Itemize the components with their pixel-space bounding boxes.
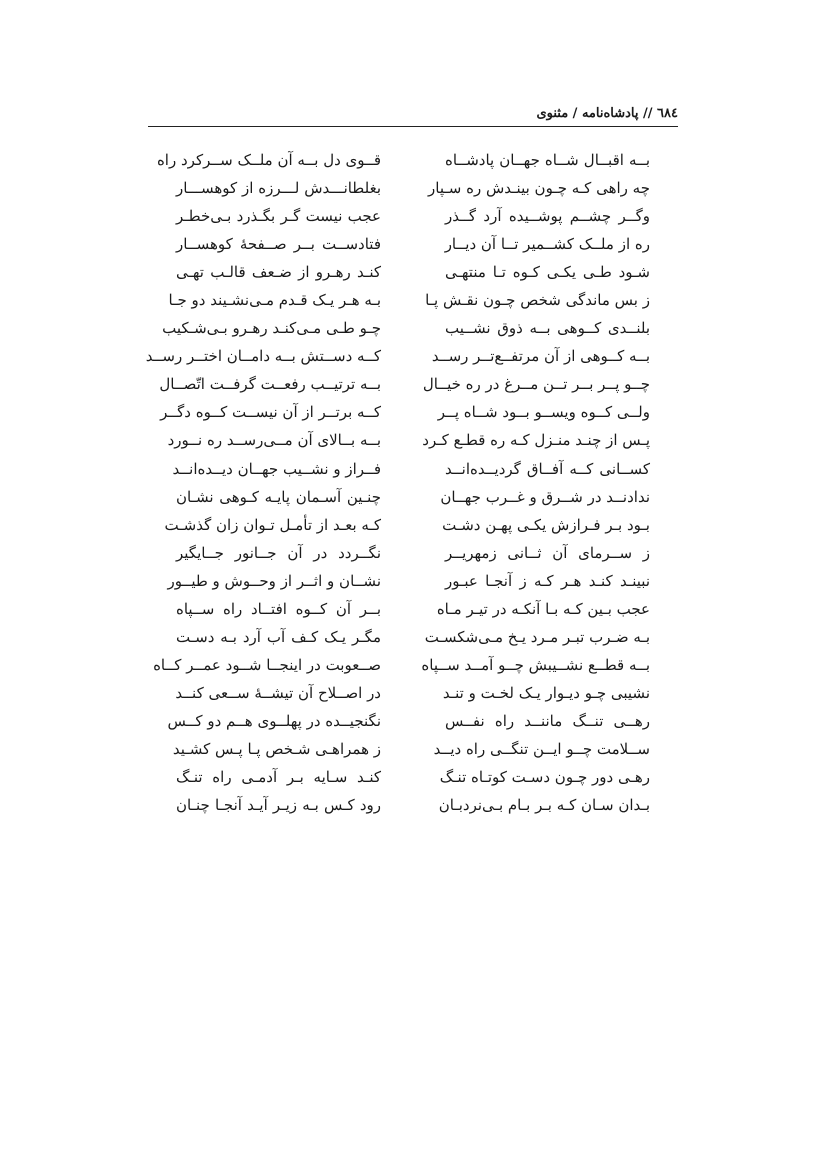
hemistich-right: شـود طـی یکـی کـوه تـا منتهـی (445, 263, 650, 282)
hemistich-left: صــعوبت در اینجــا شــود عمــر کــاه (153, 655, 381, 674)
couplet (148, 707, 678, 735)
hemistich-right: وگــر چشــم پوشــیده آرد گــذر (445, 207, 650, 226)
hemistich-right: عجب بـین کـه بـا آنکـه در تیـر مـاه (436, 599, 650, 618)
hemistich-left: بــر آن کــوه افتــاد راه ســپاه (176, 599, 381, 618)
couplet (148, 174, 678, 202)
hemistich-right: ندادنــد در شــرق و غــرب جهــان (440, 487, 650, 506)
couplet (148, 370, 678, 398)
hemistich-left: چـو طـی مـی‌کنـد رهـرو بـی‌شـکیب (162, 319, 381, 338)
couplet (148, 511, 678, 539)
hemistich-left: فتادســت بــر صــفحهٔ کوهســار (176, 235, 381, 254)
hemistich-right: چــو پــر بــر تــن مــرغ در ره خیــال (422, 375, 650, 394)
couplet (148, 483, 678, 511)
hemistich-right: ز ســرمای آن ثــانی زمهریــر (445, 543, 650, 562)
couplet (148, 398, 678, 426)
couplet (145, 342, 678, 370)
hemistich-right: کســانی کــه آفــاق گردیــده‌انــد (445, 459, 650, 478)
couplet (148, 567, 678, 595)
hemistich-left: بغلطانـــدش لـــرزه از کوهســـار (176, 179, 381, 198)
hemistich-right: نبینـد کنـد هـر کـه ز آنجـا عبـور (445, 571, 650, 590)
couplet (148, 651, 678, 679)
couplet (148, 202, 678, 230)
couplet (148, 735, 678, 763)
couplet (148, 230, 678, 258)
hemistich-left: مگـر یـک کـف آب آرد بـه دسـت (176, 627, 381, 646)
couplet (148, 146, 678, 174)
hemistich-left: کــه برتــر از آن نیســت کــوه دگــر (160, 403, 381, 422)
hemistich-right: بـدان سـان کـه بـر بـام بـی‌نردبـان (438, 796, 650, 815)
hemistich-left: کنـد رهـرو از ضـعف قالـب تهـی (176, 263, 381, 282)
hemistich-left: نشــان و اثــر از وحــوش و طیــور (167, 571, 381, 590)
hemistich-left: قــوی دل بــه آن ملــک ســرکرد راه (156, 151, 381, 170)
hemistich-left: بــه ترتیــب رفعــت گرفــت اتّصــال (159, 375, 381, 394)
hemistich-right: ره از ملــک کشــمیر تــا آن دیــار (444, 235, 650, 254)
hemistich-left: نگنجیــده در پهلــوی هــم دو کــس (167, 711, 381, 730)
hemistich-left: کــه دســتش بــه دامــان اختــر رســد (145, 347, 381, 366)
hemistich-right: بــه قطــع نشــیبش چــو آمــد ســپاه (421, 655, 650, 674)
couplet (148, 286, 678, 314)
hemistich-right: چه راهی کـه چـون بینـدش ره سـپار (428, 179, 650, 198)
couplet (148, 455, 678, 483)
hemistich-left: نگــردد در آن جــانور جــایگیر (176, 543, 381, 562)
couplet (148, 679, 678, 707)
couplet (148, 791, 678, 819)
hemistich-right: رهــی تنــگ ماننــد راه نفــس (445, 711, 650, 730)
couplet (148, 763, 678, 791)
hemistich-left: کنـد سـایه بـر آدمـی راه تنـگ (176, 768, 381, 787)
couplet (148, 314, 678, 342)
hemistich-right: بلنــدی کــوهی بــه ذوق نشــیب (445, 319, 650, 338)
hemistich-right: رهـی دور چـون دسـت کوتـاه تنـگ (439, 768, 650, 787)
hemistich-right: ســلامت چــو ایــن تنگــی راه دیــد (433, 740, 650, 758)
page-header (148, 100, 678, 127)
hemistich-right: نشیبی چـو دیـوار یـک لخـت و تنـد (442, 683, 650, 702)
poem-body (145, 146, 678, 819)
running-head: ٦٨٤ // پادشاه‌نامه / مثنوی (536, 106, 678, 121)
hemistich-left: رود کـس بـه زیـر آیـد آنجـا چنـان (176, 796, 381, 815)
hemistich-right: بـه ضـرب تبـر مـرد یـخ مـی‌شکسـت (424, 627, 650, 646)
hemistich-left: عجب نیست گـر بگـذرد بـی‌خطـر (176, 207, 381, 226)
hemistich-right: بــه کــوهی از آن مرتفــع‌تــر رســد (431, 347, 650, 366)
couplet (148, 595, 678, 623)
couplet (148, 426, 678, 454)
hemistich-left: کـه بعـد از تأمـل تـوان زان گذشـت (164, 515, 381, 534)
hemistich-left: بــه بــالای آن مــی‌رســد ره نــورد (167, 431, 381, 450)
hemistich-left: فــراز و نشــیب جهــان دیــده‌انــد (172, 459, 381, 478)
hemistich-left: در اصــلاح آن تیشــهٔ ســعی کنــد (175, 683, 381, 702)
hemistich-left: ز همراهـی شـخص پـا پـس کشـید (172, 740, 381, 758)
hemistich-right: بـود بـر فـرازش یکـی پهـن دشـت (442, 515, 650, 534)
couplet (148, 623, 678, 651)
hemistich-left: چنـین آسـمان پایـه کـوهی نشـان (176, 487, 381, 506)
hemistich-right: ولــی کــوه ویســو بــود شــاه پــر (437, 403, 650, 422)
couplet (148, 258, 678, 286)
hemistich-left: بـه هـر یـک قـدم مـی‌نشـیند دو جـا (168, 291, 381, 310)
hemistich-right: پـس از چنـد منـزل کـه ره قطـع کـرد (422, 431, 650, 450)
hemistich-right: ز بس ماندگی شخص چـون نقـش پـا (425, 291, 650, 310)
hemistich-right: بــه اقبــال شــاه جهــان پادشــاه (445, 151, 650, 170)
couplet (148, 539, 678, 567)
